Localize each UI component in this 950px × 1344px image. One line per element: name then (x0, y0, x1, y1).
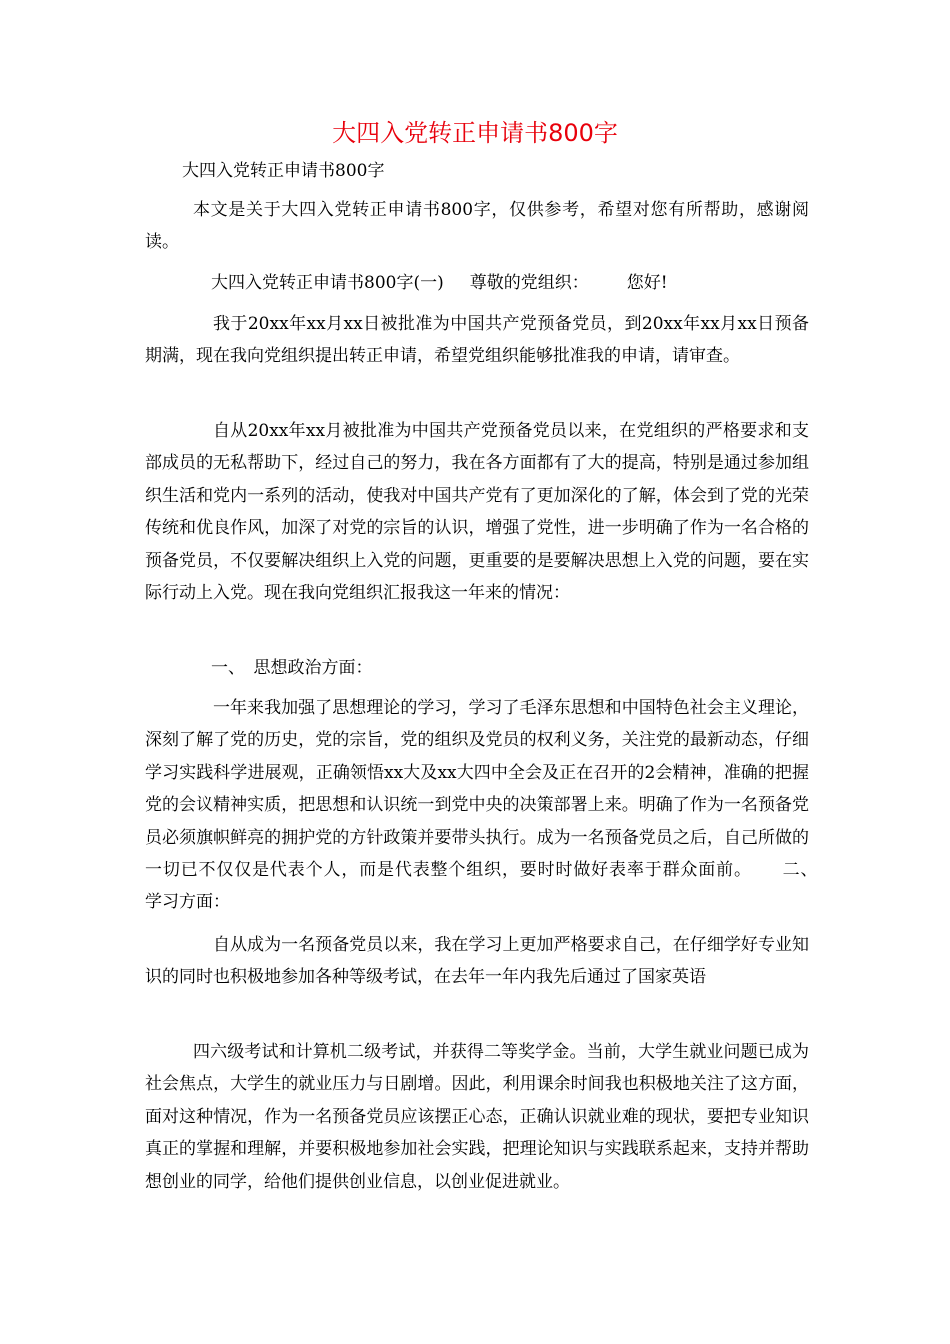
document-title: 大四入党转正申请书800字 (332, 119, 618, 147)
intro-text: 本文是关于大四入党转正申请书800字，仅供参考，希望对您有所帮助，感谢阅读。 (145, 200, 809, 253)
paragraph-3-text: 一年来我加强了思想理论的学习，学习了毛泽东思想和中国特色社会主义理论，深刻了解了党的历史，党的宗旨，党的组织及党员的权利义务，关注党的最新动态，仔细学习实践科学进展观，正确领悟xx大及xx大四中全会及正在召开的2会精神，准确的把握党的会议精神实质，把思想和认识统一到党中央的决策部署上来。明确了作为一名预备党员必须旗帜鲜亮的拥护党的方针政策并要带头执行。成为一名预备党员之后，自己所做的一切已不仅仅是代表个人，而是代表整个组织，要时时做好表率于群众面前。 (145, 698, 809, 881)
paragraph-5: 四六级考试和计算机二级考试，并获得二等奖学金。当前，大学生就业问题已成为社会焦点，大学生的就业压力与日剧增。因此，利用课余时间我也积极地关注了这方面，面对这种情况，作为一名预备党员应该摆正心态，正确认识就业难的现状，要把专业知识真正的掌握和理解，并要积极地参加社会实践，把理论知识与实践联系起来，支持并帮助想创业的同学，给他们提供创业信息，以创业促进就业。 (145, 1042, 809, 1192)
intro-paragraph (145, 194, 809, 259)
paragraph-2: 自从20xx年xx月被批准为中国共产党预备党员以来，在党组织的严格要求和支部成员的无私帮助下，经过自己的努力，我在各方面都有了大的提高，特别是通过参加组织生活和党内一系列的活动，使我对中国共产党有了更加深化的了解，体会到了党的光荣传统和优良作风，加深了对党的宗旨的认识，增强了党性，进一步明确了作为一名合格的预备党员，不仅要解决组织上入党的问题，更重要的是要解决思想上入党的问题，要在实际行动上入党。现在我向党组织汇报我这一年来的情况： (145, 421, 809, 604)
paragraph-4: 自从成为一名预备党员以来，我在学习上更加严格要求自己，在仔细学好专业知识的同时也积极地参加各种等级考试，在去年一年内我先后通过了国家英语 (145, 935, 809, 988)
heading-part-1: 大四入党转正申请书800字(一) (211, 273, 444, 293)
heading-greeting: 您好! (626, 273, 668, 293)
section-heading-1: 一、 思想政治方面： (211, 658, 373, 678)
heading-line (211, 267, 875, 299)
section-heading-2: 二、 学习方面： (145, 860, 827, 913)
paragraph-3 (145, 692, 827, 919)
heading-salutation: 尊敬的党组织： (469, 273, 589, 293)
paragraph-1: 我于20xx年xx月xx日被批准为中国共产党预备党员，到20xx年xx月xx日预备期满，现在我向党组织提出转正申请，希望党组织能够批准我的申请，请审查。 (145, 314, 809, 367)
document-subtitle: 大四入党转正申请书800字 (182, 161, 385, 181)
